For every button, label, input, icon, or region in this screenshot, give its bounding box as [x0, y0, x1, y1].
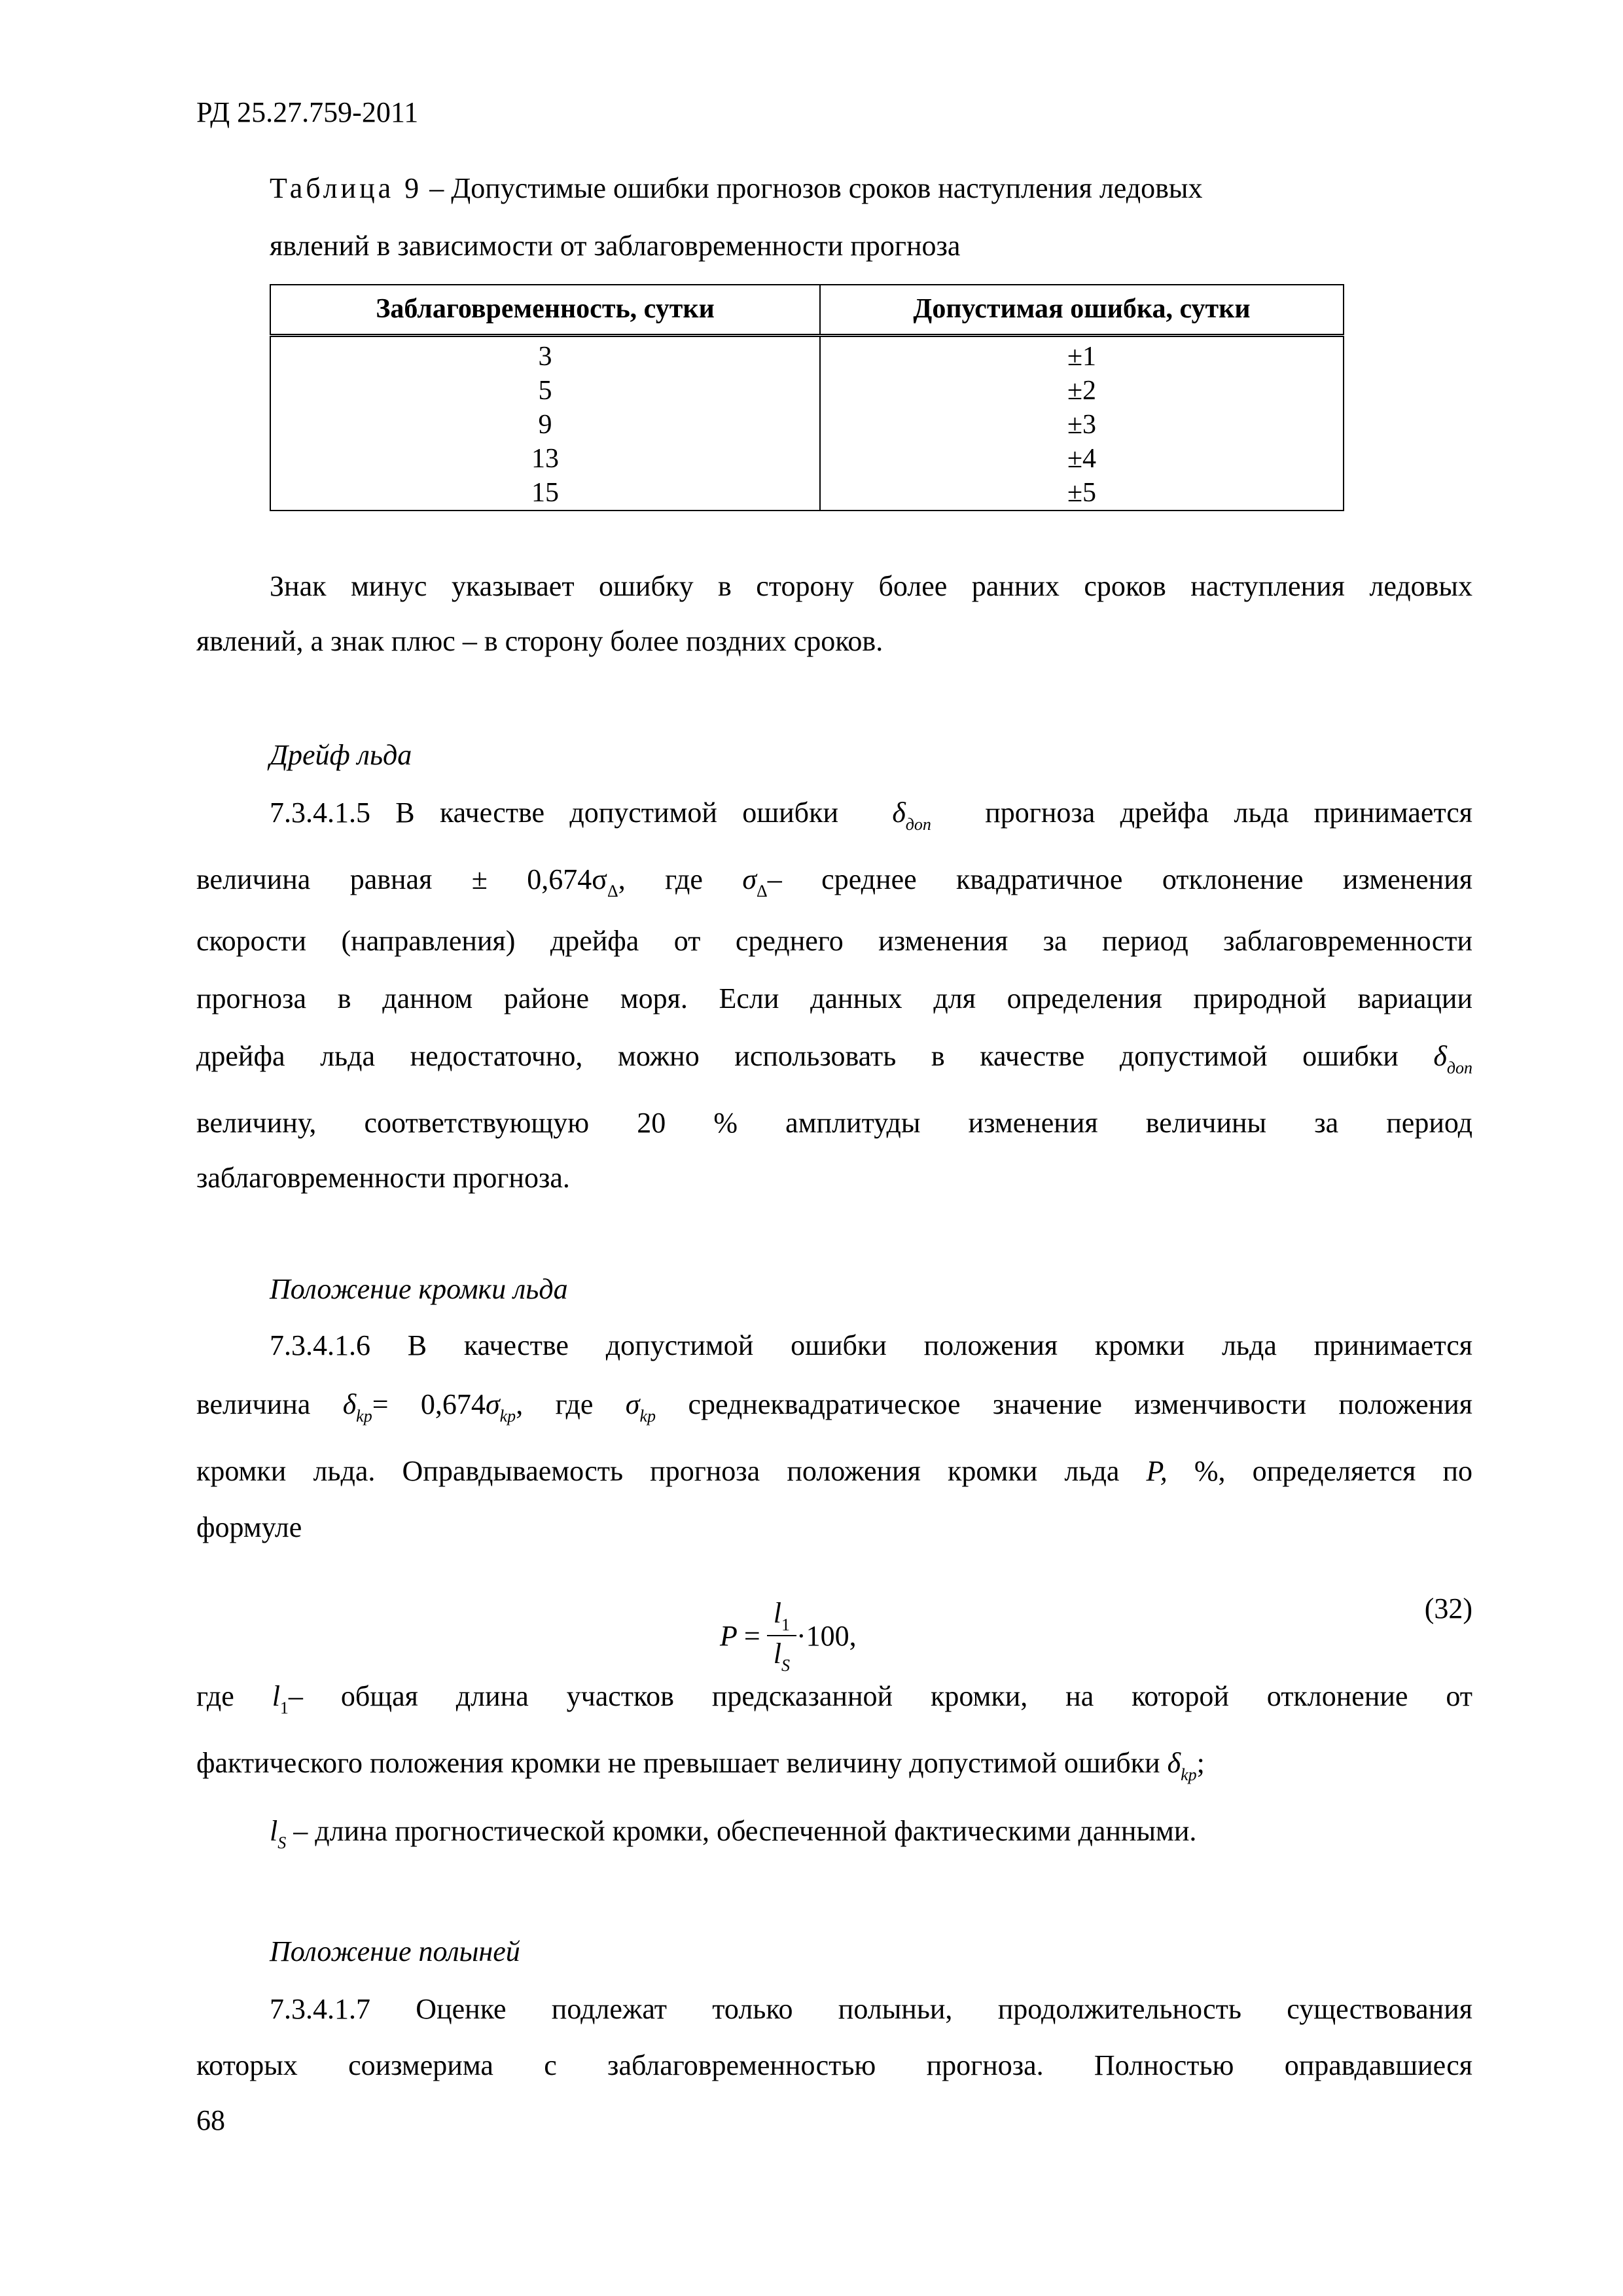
note-line-1 — [196, 567, 1472, 606]
delta-char: δ — [892, 797, 906, 829]
formula-fraction — [767, 1596, 796, 1676]
edge-heading-text: Положение кромки льда — [270, 1273, 568, 1305]
page-number-text: 68 — [196, 2104, 225, 2136]
cell-lead-time: 9 — [270, 408, 820, 442]
percent-value: 20 % — [637, 1107, 738, 1139]
cell-error: ±4 — [820, 442, 1344, 476]
column-header-lead-time: Заблаговременность, сутки — [270, 285, 820, 336]
numerator-l: l — [773, 1597, 781, 1629]
table-container — [270, 284, 1344, 511]
delta-subscript: Δ — [757, 882, 768, 901]
data-table — [270, 284, 1344, 511]
drift-line-3 — [196, 922, 1472, 961]
polynya-line-2 — [196, 2046, 1472, 2085]
edge-text: среднеквадратическое значение изменчивости положения — [688, 1388, 1472, 1420]
note-line-2 — [196, 622, 1472, 661]
dop-subscript: доп — [1446, 1058, 1472, 1077]
delta-dop-symbol — [1433, 1040, 1472, 1077]
drift-line-6 — [196, 1103, 1472, 1143]
drift-heading — [270, 736, 1546, 775]
formula-multiplier: ·100 — [796, 1619, 849, 1652]
table-header-row — [270, 285, 1344, 336]
formula-comma: , — [849, 1619, 857, 1652]
cell-error: ±2 — [820, 374, 1344, 408]
edge-line-2 — [196, 1385, 1472, 1428]
delta-subscript: Δ — [607, 882, 618, 901]
delta-char: δ — [1433, 1040, 1447, 1072]
delta-char: δ — [1167, 1747, 1181, 1779]
cell-lead-time: 5 — [270, 374, 820, 408]
column-header-allowed-error: Допустимая ошибка, сутки — [820, 285, 1344, 336]
drift-text: , где — [618, 863, 703, 895]
formula-equals: = — [743, 1619, 760, 1652]
polynya-heading-text: Положение полыней — [270, 1935, 520, 1967]
note-text-1: Знак минус указывает ошибку в сторону более ранних сроков наступления ледовых — [270, 570, 1472, 602]
table-row — [270, 442, 1344, 476]
denominator-sub: S — [781, 1656, 790, 1675]
table-caption-text: – Допустимые ошибки прогнозов сроков наступления ледовых — [422, 172, 1203, 204]
edge-text: 7.3.4.1.6 В качестве допустимой ошибки положения кромки льда принимается — [270, 1329, 1472, 1361]
drift-line-1 — [196, 793, 1472, 836]
kp-subscript: kp — [356, 1407, 372, 1426]
sigma-delta-symbol — [742, 863, 768, 901]
polynya-text: которых соизмерима с заблаговременностью прогноза. Полностью оправдавшиеся — [196, 2049, 1472, 2081]
where-line-2 — [196, 1744, 1472, 1787]
drift-line-2 — [196, 860, 1472, 903]
edge-line-3 — [196, 1452, 1472, 1491]
dop-subscript: доп — [905, 815, 931, 834]
drift-text: величина равная ± — [196, 863, 488, 895]
polynya-heading — [270, 1932, 1546, 1971]
page-number — [196, 2101, 1472, 2140]
where-line-3 — [270, 1812, 1474, 1855]
numerator-sub: 1 — [781, 1615, 790, 1634]
fraction-denominator — [767, 1636, 796, 1676]
delta-kp-expr — [342, 1388, 516, 1426]
drift-line-7 — [196, 1158, 1472, 1198]
drift-text: 7.3.4.1.5 В качестве допустимой ошибки — [270, 797, 838, 829]
cell-lead-time: 13 — [270, 442, 820, 476]
header-code: РД 25.27.759-2011 — [196, 96, 419, 128]
table-caption-line2 — [270, 226, 1474, 266]
drift-text: величину, соответствующую — [196, 1107, 590, 1139]
p-symbol: P, — [1146, 1455, 1168, 1487]
cell-error: ±1 — [820, 336, 1344, 374]
drift-line-4 — [196, 979, 1472, 1018]
drift-text: прогноза дрейфа льда принимается — [985, 797, 1472, 829]
cell-error: ±5 — [820, 476, 1344, 511]
kp-subscript: kp — [1181, 1765, 1197, 1784]
table-row — [270, 408, 1344, 442]
ls-symbol — [270, 1815, 287, 1852]
sigma-delta-expr — [527, 863, 618, 901]
formula-32 — [720, 1596, 857, 1676]
table-row — [270, 336, 1344, 374]
where-text: фактического положения кромки не превышает величину допустимой ошибки — [196, 1747, 1160, 1779]
edge-text: , где — [516, 1388, 594, 1420]
document-header — [196, 93, 1472, 132]
edge-line-1 — [196, 1326, 1472, 1365]
table-caption — [270, 169, 1474, 208]
edge-text: %, определяется по — [1194, 1455, 1472, 1487]
sigma-char: σ — [485, 1388, 500, 1420]
coef-text: 0,674σ — [527, 863, 607, 895]
l1-subscript: 1 — [279, 1698, 289, 1717]
ls-subscript: S — [277, 1833, 287, 1852]
edge-heading — [270, 1270, 1546, 1309]
table-row — [270, 476, 1344, 511]
drift-text: дрейфа льда недостаточно, можно использовать в качестве допустимой ошибки — [196, 1040, 1399, 1072]
formula-p: P — [720, 1619, 738, 1652]
cell-lead-time: 3 — [270, 336, 820, 374]
table-row — [270, 374, 1344, 408]
cell-error: ±3 — [820, 408, 1344, 442]
delta-char: δ — [342, 1388, 357, 1420]
where-text: где — [196, 1680, 234, 1712]
where-text: – общая длина участков предсказанной кромки, на которой отклонение от — [288, 1680, 1473, 1712]
drift-line-5 — [196, 1037, 1472, 1080]
kp-subscript: kp — [639, 1407, 656, 1426]
drift-text: скорости (направления) дрейфа от среднего изменения за период заблаговременности — [196, 925, 1472, 957]
fraction-numerator — [767, 1596, 796, 1636]
sigma-char: σ — [742, 863, 757, 895]
equation-number: (32) — [1424, 1592, 1472, 1624]
drift-heading-text: Дрейф льда — [270, 739, 412, 771]
edge-text: величина — [196, 1388, 311, 1420]
edge-text: кромки льда. Оправдываемость прогноза положения кромки льда — [196, 1455, 1120, 1487]
cell-lead-time: 15 — [270, 476, 820, 511]
where-line-1 — [196, 1677, 1472, 1720]
delta-kp-symbol — [1167, 1747, 1197, 1784]
l-char: l — [270, 1815, 278, 1847]
drift-text: амплитуды изменения величины за период — [785, 1107, 1472, 1139]
table-caption-continuation: явлений в зависимости от заблаговременности прогноза — [270, 230, 961, 262]
polynya-text: 7.3.4.1.7 Оценке подлежат только полыньи, продолжительность существования — [270, 1993, 1472, 2025]
edge-text: формуле — [196, 1511, 302, 1543]
edge-line-4 — [196, 1508, 1472, 1547]
polynya-line-1 — [196, 1990, 1472, 2029]
where-text: – длина прогностической кромки, обеспеченной фактическими данными. — [293, 1815, 1197, 1847]
drift-text: – среднее квадратичное отклонение изменения — [767, 863, 1473, 895]
coef-text: = 0,674 — [372, 1388, 486, 1420]
sigma-char: σ — [625, 1388, 640, 1420]
kp-subscript: kp — [499, 1407, 516, 1426]
where-text: ; — [1196, 1747, 1205, 1779]
table-caption-label: Таблица 9 — [270, 172, 423, 204]
sigma-kp-symbol — [625, 1388, 656, 1426]
l-char: l — [272, 1680, 280, 1712]
denominator-l: l — [773, 1638, 781, 1670]
delta-dop-symbol — [863, 797, 931, 834]
l1-symbol — [272, 1680, 289, 1717]
note-text-2: явлений, а знак плюс – в сторону более поздних сроков. — [196, 625, 883, 657]
drift-text: прогноза в данном районе моря. Если данных для определения природной вариации — [196, 982, 1472, 1014]
drift-text: заблаговременности прогноза. — [196, 1162, 570, 1194]
